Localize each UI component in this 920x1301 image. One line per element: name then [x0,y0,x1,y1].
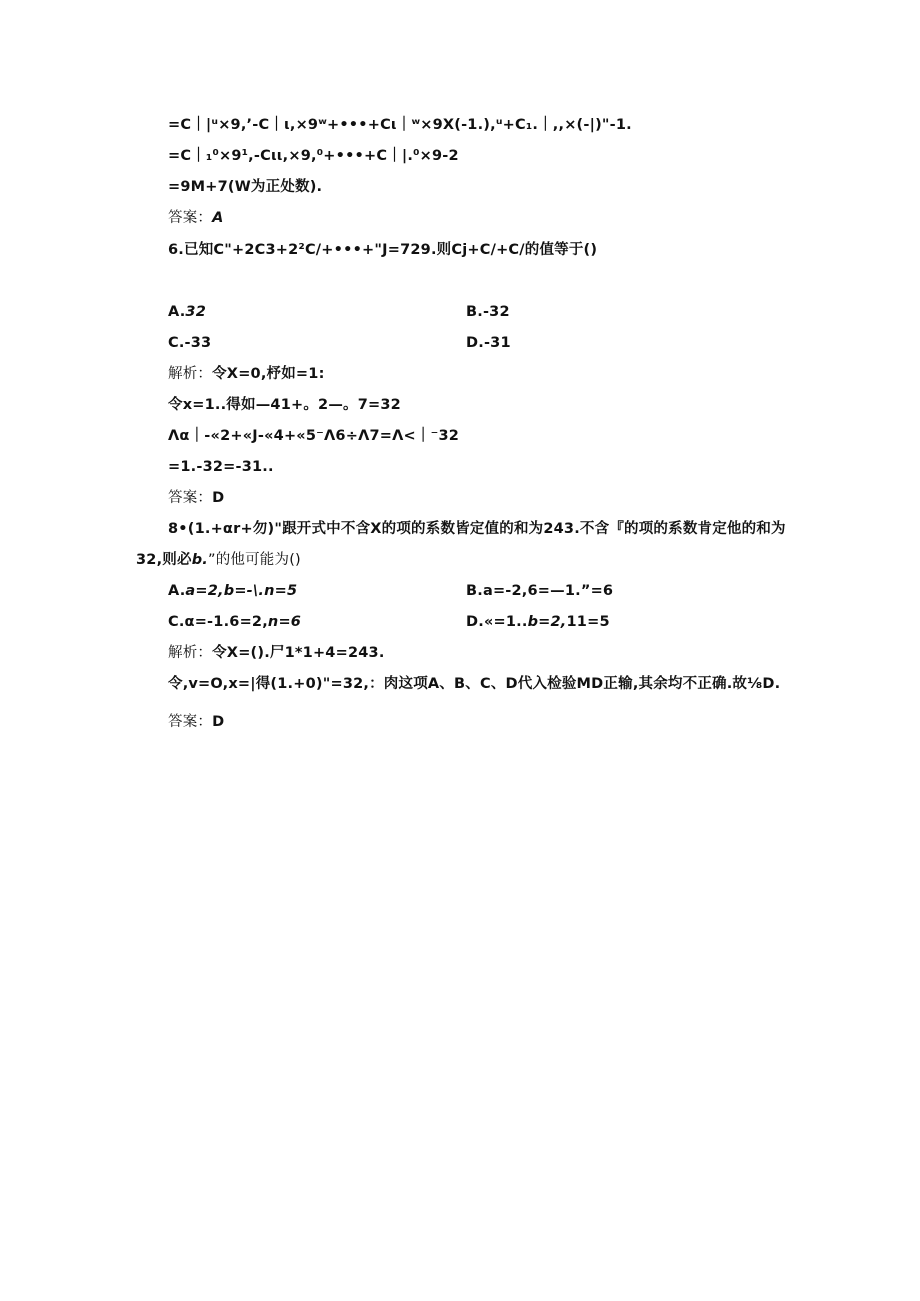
question-8-part-c: ”的他可能为() [207,552,301,568]
analysis-value: 令X=().尸1*1+4=243. [212,645,385,661]
option2-d-value: b=2, [527,614,567,630]
option2-c-value: n=6 [267,614,302,630]
option-d: D.-31 [466,335,511,351]
option2-d-prefix: D.«=1.. [466,614,528,630]
analysis-line-3: Λα｜-«2+«J-«4+«5⁻Λ6÷Λ7=Λ<｜⁻32 [168,428,460,444]
question-8-line-1: 8•(1.+αr+勿)"跟开式中不含X的项的系数皆定值的和为243.不含『的项的系数肯定他的和为 [168,521,786,537]
option2-a [168,581,297,601]
option2-a-prefix: A. [168,583,186,599]
question-8-line-2 [136,550,301,570]
option2-c-prefix: C.α=-1.6=2, [168,614,268,630]
option2-d-suffix: 11=5 [566,614,610,630]
answer-line-1 [168,208,224,228]
analysis-label: 解析： [168,645,213,661]
analysis-label: 解析： [168,366,213,382]
answer-line-2 [168,488,224,508]
analysis-line-4: =1.-32=-31.. [168,459,274,475]
option-c: C.-33 [168,335,212,351]
option-a [168,302,206,322]
analysis-value: 令X=0,杼如=1: [212,366,325,382]
line-expansion-3: =9M+7(W为正处数). [168,179,323,195]
option2-d [466,612,610,632]
option2-a-value: a=2,b=-\.n=5 [185,583,298,599]
option2-b: B.a=-2,6=—1.”=6 [466,583,614,599]
option-a-prefix: A. [168,304,186,320]
answer-label: 答案： [168,210,213,226]
answer-label: 答案： [168,714,213,730]
analysis-line-2: 令x=1..得如—41+。2—。7=32 [168,397,401,413]
option2-c [168,612,301,632]
answer-value: A [212,210,224,226]
answer-value: D [212,490,225,506]
option-a-value: 32 [185,304,206,320]
answer-value: D [212,714,225,730]
answer-line-3 [168,712,224,732]
question-8-part-b: b. [191,552,208,568]
option-b: B.-32 [466,304,510,320]
analysis2-line-2: 令,v=O,x=|得(1.+0)"=32,：肉这项A、B、C、D代入检验MD正输,其余均不正确.故⅛D. [168,676,781,692]
analysis-line-1 [168,364,325,384]
analysis2-line-1 [168,643,385,663]
line-expansion-2: =C｜₁⁰×9¹,-Cιι,×9,⁰+•••+C｜|.⁰×9-2 [168,148,459,164]
answer-label: 答案： [168,490,213,506]
question-8-part-a: 32,则必 [136,552,192,568]
question-6: 6.已知C"+2C3+2²C/+•••+"J=729.则Cj+C/+C/的值等于() [168,242,598,258]
line-expansion-1: =C｜|ᵘ×9,ʼ-C｜ι,×9ʷ+•••+Cι｜ʷ×9X(-1.),ᵘ+C₁.｜,,×(-|)"-1. [168,117,632,133]
